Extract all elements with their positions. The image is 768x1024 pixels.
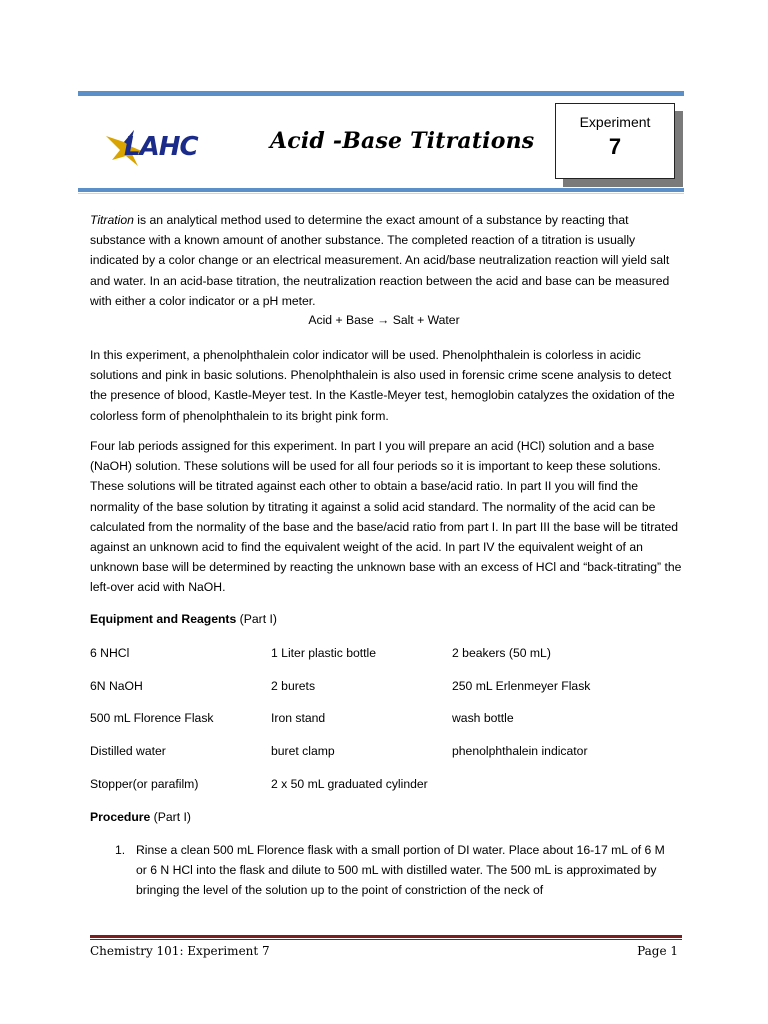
table-cell: 2 burets xyxy=(271,679,316,693)
indicator-paragraph xyxy=(90,345,682,426)
table-cell: phenolphthalein indicator xyxy=(452,744,588,758)
experiment-label: Experiment xyxy=(579,114,651,130)
lab-periods-paragraph xyxy=(90,436,682,598)
table-cell: 250 mL Erlenmeyer Flask xyxy=(452,679,591,693)
table-cell: 2 beakers (50 mL) xyxy=(452,646,551,660)
procedure-heading xyxy=(90,810,191,824)
page-number: Page 1 xyxy=(637,944,678,958)
list-item: Rinse a clean 500 mL Florence flask with a small portion of DI water. Place about 16-17 mL of 6 M or 6 N HCl into the flask and dilute to 500 mL with distilled water. The 500 mL is approximated by bringing the level of the solution up to the point of constriction of the neck of xyxy=(136,843,665,898)
table-cell: 6 NHCl xyxy=(90,646,130,660)
header-bottom-thin-rule xyxy=(78,193,684,194)
table-cell: 6N NaOH xyxy=(90,679,143,693)
footer-thin-rule xyxy=(90,939,682,940)
reaction-equation: Acid + Base → Salt + Water xyxy=(308,313,460,327)
lab-periods-text: Four lab periods assigned for this experiment. In part I you will prepare an acid (HCl) solution and a base (NaOH) solution. These solutions will be used for all four periods so it is important to keep these solutions. These solutions will be titrated against each other to obtain a base/acid ratio. In part II you will find the normality of the base solution by titrating it against a solid acid standard. The normality of the acid can be calculated from the normality of the base and the base/acid ratio from part I. In part III the base will be titrated against an unknown acid to find the equivalent weight of the acid. In part IV the equivalent weight of an unknown base will be determined by reacting the unknown base with an excess of HCl and “back-titrating” the left-over acid with NaOH. xyxy=(90,439,682,595)
procedure-heading-part: (Part I) xyxy=(150,810,191,824)
header-top-rule xyxy=(78,91,684,96)
intro-text: is an analytical method used to determine the exact amount of a substance by reacting that substance with a known amount of another substance. The completed reaction of a titration is usually indicated by a color change or an electrical measurement. An acid/base neutralization reaction will yield salt and water. In an acid-base titration, the neutralization reaction between the acid and base can be measured with either a color indicator or a pH meter. xyxy=(90,213,670,308)
college-logo xyxy=(104,126,220,170)
header-bottom-rule xyxy=(78,188,684,192)
experiment-box xyxy=(555,103,675,179)
intro-paragraph xyxy=(90,210,682,311)
page-title: Acid -Base Titrations xyxy=(270,128,535,154)
footer-rule xyxy=(90,935,682,938)
logo-text: LAHC xyxy=(124,132,198,162)
table-cell: 500 mL Florence Flask xyxy=(90,711,214,725)
table-cell: buret clamp xyxy=(271,744,335,758)
intro-term: Titration xyxy=(90,213,134,227)
table-cell: Distilled water xyxy=(90,744,166,758)
table-cell: 1 Liter plastic bottle xyxy=(271,646,377,660)
table-cell: 2 x 50 mL graduated cylinder xyxy=(271,777,428,791)
table-cell: Stopper(or parafilm) xyxy=(90,777,199,791)
table-cell: Iron stand xyxy=(271,711,326,725)
footer-course-label: Chemistry 101: Experiment 7 xyxy=(90,944,270,958)
procedure-heading-text: Procedure xyxy=(90,810,151,824)
indicator-text: In this experiment, a phenolphthalein color indicator will be used. Phenolphthalein is colorless in acidic solutions and pink in basic solutions. Phenolphthalein is also used in forensic crime scene analysis to detect the presence of blood, Kastle-Meyer test. In the Kastle-Meyer test, hemoglobin catalyzes the oxidation of the colorless form of phenolphthalein to its bright pink form. xyxy=(90,348,675,423)
list-item-number: 1. xyxy=(115,843,126,857)
equipment-heading-text: Equipment and Reagents xyxy=(90,612,237,626)
equipment-heading-part: (Part I) xyxy=(236,612,277,626)
equipment-heading xyxy=(90,612,277,626)
table-cell: wash bottle xyxy=(452,711,514,725)
experiment-number: 7 xyxy=(608,134,622,159)
